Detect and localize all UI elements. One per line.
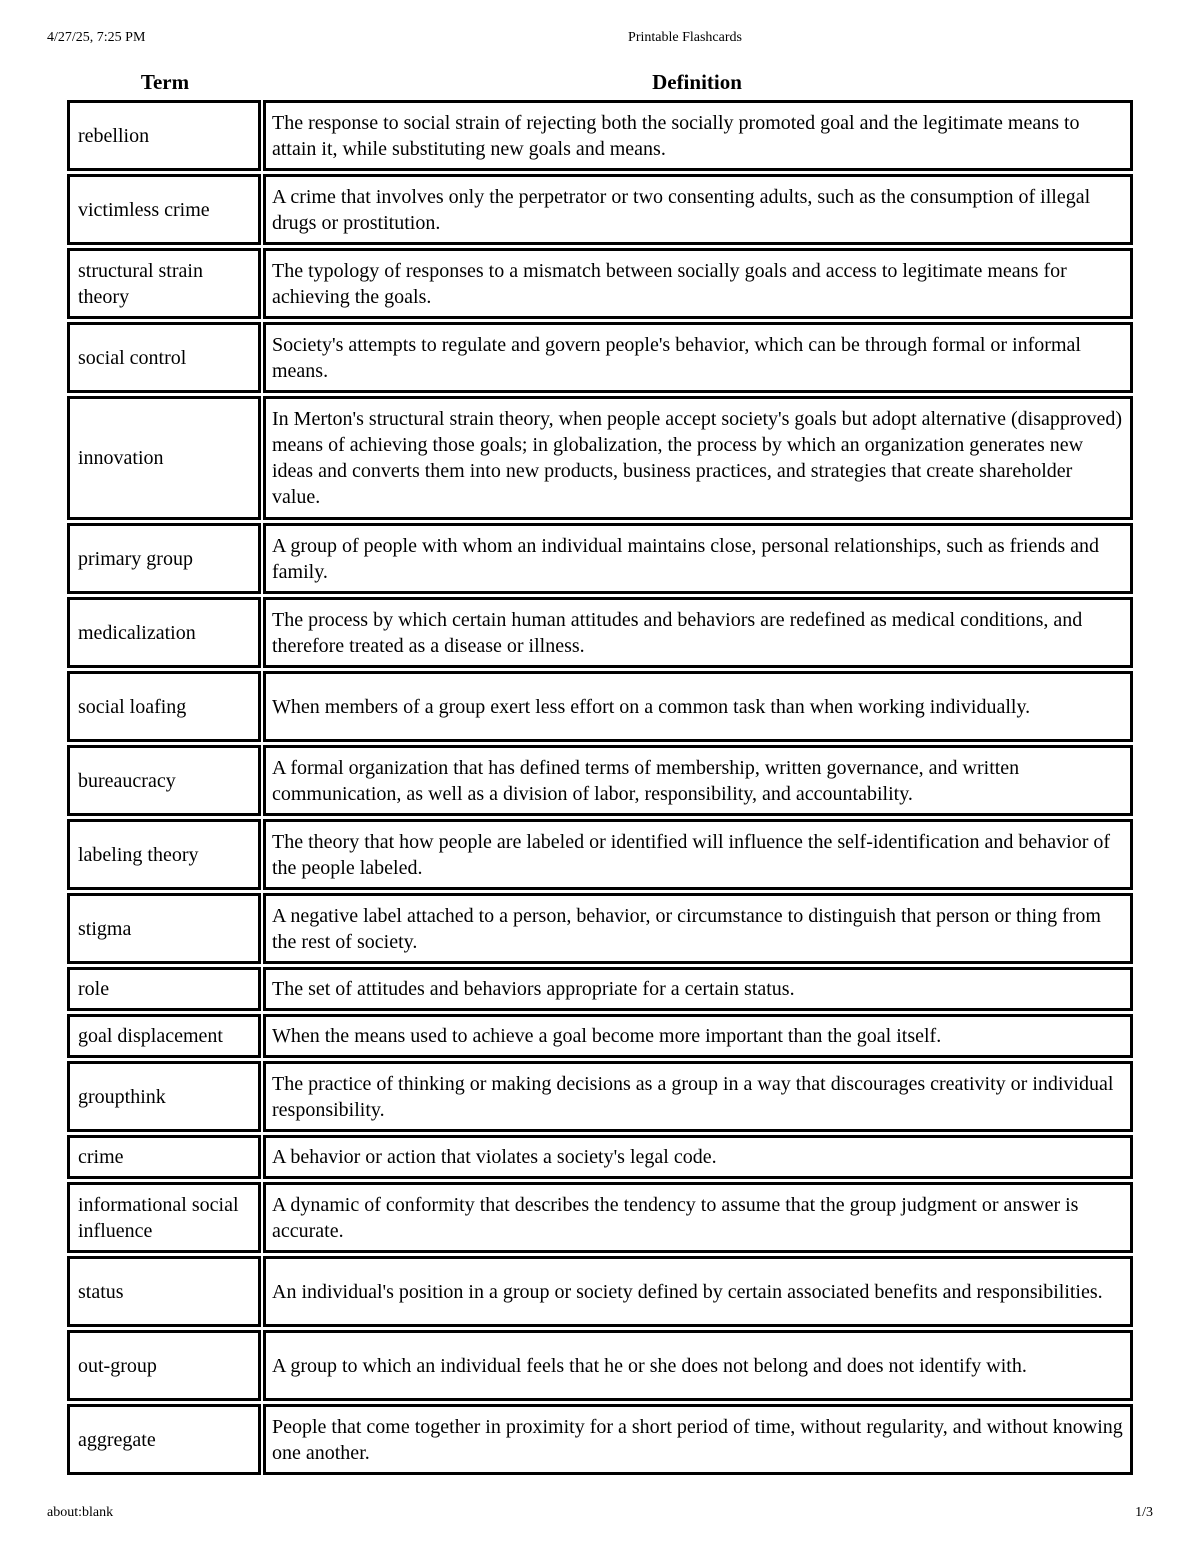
flashcard-row	[67, 174, 1133, 245]
print-title: Printable Flashcards	[628, 30, 742, 45]
definition-cell: The typology of responses to a mismatch between socially goals and access to legitimate means for achieving the goals.	[263, 248, 1133, 319]
term-cell: labeling theory	[67, 819, 261, 890]
term-cell: stigma	[67, 893, 261, 964]
print-header	[0, 30, 1200, 50]
term-cell: groupthink	[67, 1061, 261, 1132]
flashcard-row	[67, 100, 1133, 171]
term-cell: status	[67, 1256, 261, 1327]
flashcard-row	[67, 1061, 1133, 1132]
term-cell: aggregate	[67, 1404, 261, 1475]
definition-cell: The set of attitudes and behaviors appropriate for a certain status.	[263, 967, 1133, 1011]
flashcard-row	[67, 967, 1133, 1011]
definition-cell: When members of a group exert less effort on a common task than when working individually.	[263, 671, 1133, 742]
flashcard-row	[67, 1330, 1133, 1401]
definition-cell: Society's attempts to regulate and govern people's behavior, which can be through formal or informal means.	[263, 322, 1133, 393]
print-url: about:blank	[47, 1505, 114, 1520]
term-cell: medicalization	[67, 597, 261, 668]
definition-cell: A dynamic of conformity that describes the tendency to assume that the group judgment or answer is accurate.	[263, 1182, 1133, 1253]
flashcard-row	[67, 248, 1133, 319]
definition-cell: In Merton's structural strain theory, when people accept society's goals but adopt alternative (disapproved) means of achieving those goals; in globalization, the process by which an organization generates new ideas and converts them into new products, business practices, and strategies that create shareholder value.	[263, 396, 1133, 520]
definition-cell: A behavior or action that violates a society's legal code.	[263, 1135, 1133, 1179]
definition-cell: The practice of thinking or making decisions as a group in a way that discourages creativity or individual responsibility.	[263, 1061, 1133, 1132]
term-cell: out-group	[67, 1330, 261, 1401]
term-column-header: Term	[140, 70, 190, 94]
definition-cell: A group of people with whom an individual maintains close, personal relationships, such as friends and family.	[263, 523, 1133, 594]
flashcard-row	[67, 1404, 1133, 1475]
flashcard-row	[67, 745, 1133, 816]
print-datetime: 4/27/25, 7:25 PM	[47, 30, 146, 45]
flashcard-row	[67, 819, 1133, 890]
definition-cell: People that come together in proximity for a short period of time, without regularity, and without knowing one another.	[263, 1404, 1133, 1475]
term-cell: crime	[67, 1135, 261, 1179]
term-cell: victimless crime	[67, 174, 261, 245]
flashcard-row	[67, 1256, 1133, 1327]
flashcard-row	[67, 597, 1133, 668]
flashcard-row	[67, 523, 1133, 594]
term-cell: rebellion	[67, 100, 261, 171]
term-cell: bureaucracy	[67, 745, 261, 816]
term-cell: informational social influence	[67, 1182, 261, 1253]
definition-cell: A crime that involves only the perpetrator or two consenting adults, such as the consumption of illegal drugs or prostitution.	[263, 174, 1133, 245]
definition-cell: A formal organization that has defined terms of membership, written governance, and written communication, as well as a division of labor, responsibility, and accountability.	[263, 745, 1133, 816]
flashcard-row	[67, 1182, 1133, 1253]
page-number: 1/3	[1135, 1505, 1153, 1520]
flashcard-row	[67, 1135, 1133, 1179]
term-cell: social control	[67, 322, 261, 393]
flashcard-table	[67, 100, 1133, 1478]
definition-cell: An individual's position in a group or society defined by certain associated benefits and responsibilities.	[263, 1256, 1133, 1327]
term-cell: social loafing	[67, 671, 261, 742]
term-cell: innovation	[67, 396, 261, 520]
flashcard-row	[67, 396, 1133, 520]
definition-cell: A group to which an individual feels that he or she does not belong and does not identify with.	[263, 1330, 1133, 1401]
definition-column-header: Definition	[652, 70, 742, 94]
term-cell: primary group	[67, 523, 261, 594]
flashcard-row	[67, 322, 1133, 393]
term-cell: structural strain theory	[67, 248, 261, 319]
term-cell: role	[67, 967, 261, 1011]
flashcard-row	[67, 671, 1133, 742]
flashcard-row	[67, 1014, 1133, 1058]
definition-cell: The process by which certain human attitudes and behaviors are redefined as medical conditions, and therefore treated as a disease or illness.	[263, 597, 1133, 668]
term-cell: goal displacement	[67, 1014, 261, 1058]
flashcard-row	[67, 893, 1133, 964]
definition-cell: A negative label attached to a person, behavior, or circumstance to distinguish that person or thing from the rest of society.	[263, 893, 1133, 964]
definition-cell: The theory that how people are labeled or identified will influence the self-identification and behavior of the people labeled.	[263, 819, 1133, 890]
definition-cell: When the means used to achieve a goal become more important than the goal itself.	[263, 1014, 1133, 1058]
definition-cell: The response to social strain of rejecting both the socially promoted goal and the legitimate means to attain it, while substituting new goals and means.	[263, 100, 1133, 171]
